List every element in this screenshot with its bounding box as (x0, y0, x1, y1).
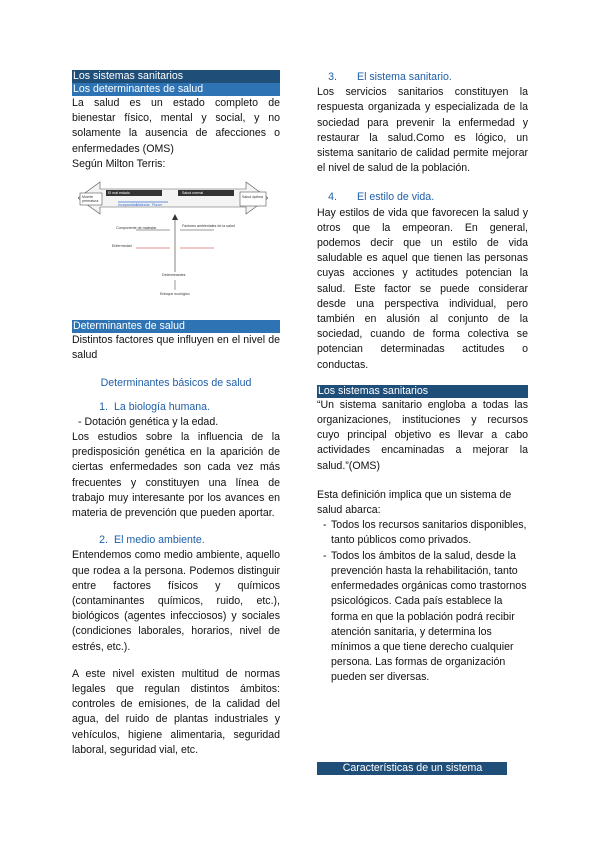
item1-title: La biología humana. (114, 400, 211, 413)
determinantes-text: Distintos factores que influyen en el nivel de salud (72, 334, 280, 362)
definicion-text: Esta definición implica que un sistema de salud abarca: (317, 488, 512, 517)
item4-text: Hay estilos de vida que favorecen la salud y otros que la empeoran. En general, podemos decir que un estilo de vida saludable es aquel que tienen las personas cuyas acciones y actitudes potencian la salud. Este factor se puede considerar desde una perspectiva individual, pero también en alusión al conjunto de la sociedad, cuando de forma colectiva se potencian determinadas actitudes o conductas. (317, 206, 528, 371)
diagram-bottom-note: Enfoque ecológico (160, 292, 190, 297)
diagram-label-placer: Placer (152, 203, 163, 208)
left-column (72, 70, 280, 758)
item4-title: El estilo de vida. (357, 191, 435, 204)
item2-text: Entendemos como medio ambiente, aquello que rodea a la persona. Podemos distinguir entre factores físicos y químicos (contaminantes químicos, ruido, etc.), biológicos (agentes infecciosos) y sociales (condiciones laborales, horarios, nivel de estrés, etc.). (72, 549, 280, 653)
item2-title: El medio ambiente. (114, 534, 205, 547)
item3-heading (317, 70, 528, 85)
item4-heading (317, 190, 528, 205)
diagram-bottom-label: Determinantes (162, 273, 186, 278)
item1-number: 1. (99, 400, 108, 413)
section-header-determinantes: Los determinantes de salud (72, 83, 280, 96)
diagram-bar-right: Salud normal (182, 191, 204, 196)
diagram-graphic (78, 176, 268, 306)
list-item: - Todos los ámbitos de la salud, desde la prevención hasta la rehabilitación, tanto enfermedades orgánicas como trastornos psicológicos. Cada país establece la forma en que la población podrá recibir atención sanitaria, y determina los mínimos a que tiene derecho cualquier persona. Las formas de organización pueden ser diversas. (317, 549, 528, 686)
terris-diagram (78, 176, 268, 306)
diagram-left-box: Muerte prematura (82, 195, 99, 204)
item3-text: Los servicios sanitarios constituyen la respuesta organizada y especializada de la sociedad para prevenir la enfermedad y restaurar la salud.Como es lógico, un sistema sanitario de calidad permite mejorar el nivel de salud de la población. (317, 86, 528, 175)
salud-definition: La salud es un estado completo de bienestar físico, mental y social, y no solamente la ausencia de afecciones o enfermedades (OMS) (72, 97, 280, 155)
item3-number: 3. (328, 71, 337, 83)
diagram-bar-left: El mal estado (108, 191, 130, 196)
abarca-list (317, 518, 528, 685)
item2-heading (72, 533, 280, 548)
section-header-caracteristicas: Características de un sistema (317, 762, 507, 775)
right-column (317, 70, 528, 686)
section-header-sistemas-2: Los sistemas sanitarios (317, 385, 528, 398)
item1-heading (72, 400, 280, 415)
item1-dash: - Dotación genética y la edad. (78, 415, 219, 428)
diagram-lower-left: Enfermedad (112, 244, 132, 249)
diagram-label-malestar: Malestar (136, 203, 150, 208)
section-header-sistemas: Los sistemas sanitarios (72, 70, 280, 83)
item2-number: 2. (99, 534, 108, 547)
section-header-determinantes-2: Determinantes de salud (72, 320, 280, 333)
item1-text: Los estudios sobre la influencia de la predisposición genética en la aparición de ciertas enfermedades son cada vez más frecuentes y constituyen una línea de trabajo muy interesante por los avances en materia de prevención que pueden aportar. (72, 431, 280, 520)
list-item: - Todos los recursos sanitarios disponibles, tanto públicos como privados. (317, 518, 528, 548)
diagram-mid-right: Factores ambientales de la salud (182, 224, 235, 229)
diagram-right-box: Salud óptima (242, 195, 263, 200)
oms-quote: “Un sistema sanitario engloba a todas las organizaciones, instituciones y recursos cuyo principal objetivo es llevar a cabo actividades encaminadas a mejorar la salud.”(OMS) (317, 398, 528, 472)
diagram-mid-left: Componente de malestar (116, 226, 157, 231)
item2-text-2: A este nivel existen multitud de normas legales que regulan distintos ámbitos: controles de emisiones, de la calidad del agua, del ruido de plantas industriales y vehículos, higiene alimentaria, seguridad laboral, seguridad vial, etc. (72, 667, 280, 756)
diagram-label-incapacidad: Incapacidad (118, 203, 138, 208)
item3-title: El sistema sanitario. (357, 71, 452, 83)
terris-label: Según Milton Terris: (72, 157, 166, 170)
basicos-title: Determinantes básicos de salud (100, 377, 252, 390)
item4-number: 4. (328, 191, 337, 204)
